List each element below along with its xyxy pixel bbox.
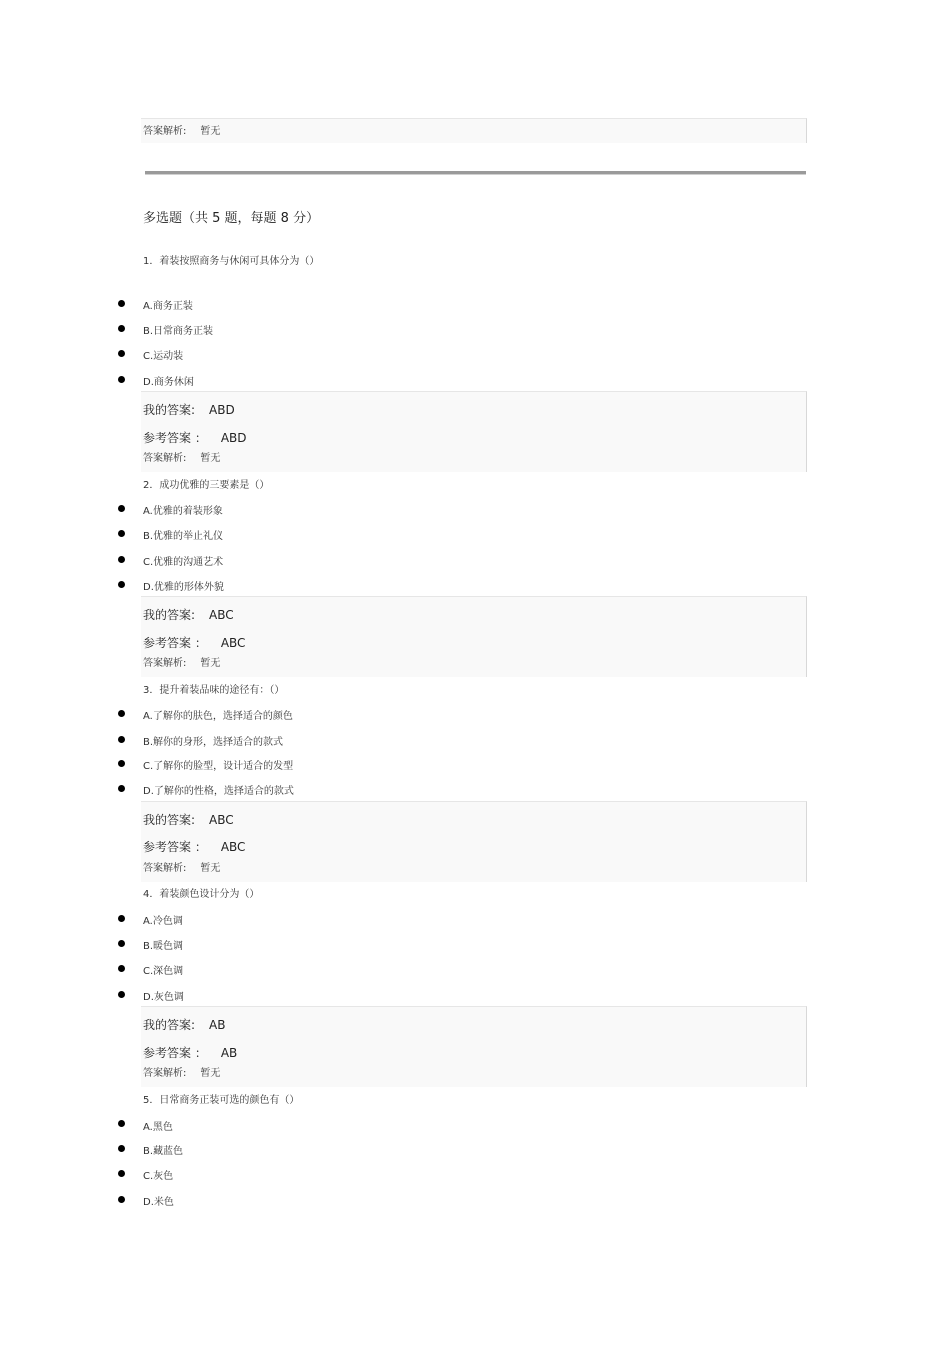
bullet-icon [118,965,125,972]
bullet-icon [118,530,125,537]
question-2-option-a[interactable]: A.优雅的着装形象 [143,506,223,517]
question-3-my-answer-row [143,811,234,828]
bullet-icon [118,325,125,332]
bullet-icon [118,785,125,792]
bullet-icon [118,505,125,512]
question-3-option-d[interactable]: D.了解你的性格，选择适合的款式 [143,786,294,797]
question-5-option-a[interactable]: A.黑色 [143,1122,173,1133]
question-3-option-b[interactable]: B.解你的身形，选择适合的款式 [143,737,284,748]
bullet-icon [118,1145,125,1152]
question-1-option-a[interactable]: A.商务正装 [143,301,193,312]
ref-answer-value: ABC [220,840,246,854]
question-2-title: 2．成功优雅的三要素是（） [143,480,270,491]
ref-answer-label: 参考答案 ： [143,1046,207,1060]
question-3-ref-answer-row [143,838,245,855]
question-2-option-d[interactable]: D.优雅的形体外貌 [143,582,224,593]
my-answer-label: 我的答案: [143,608,196,622]
previous-analysis-box [141,118,807,143]
bullet-icon [118,940,125,947]
question-4-analysis-row [143,1064,220,1079]
my-answer-label: 我的答案: [143,403,196,417]
question-4-option-b[interactable]: B.暖色调 [143,941,184,952]
question-4-option-c[interactable]: C.深色调 [143,966,184,977]
analysis-label: 答案解析: [143,1068,187,1079]
section-divider [145,171,806,175]
question-5-title: 5．日常商务正装可选的颜色有（） [143,1095,300,1106]
ref-answer-value: AB [220,1046,238,1060]
question-4-option-a[interactable]: A.冷色调 [143,916,183,927]
question-2-ref-answer-row [143,634,245,651]
question-1-option-c[interactable]: C.运动装 [143,351,184,362]
question-4-title: 4．着装颜色设计分为（） [143,889,260,900]
ref-answer-value: ABD [220,431,247,445]
bullet-icon [118,350,125,357]
question-5-option-b[interactable]: B.藏蓝色 [143,1146,184,1157]
analysis-label: 答案解析: [143,863,187,874]
bullet-icon [118,1120,125,1127]
my-answer-value: ABC [209,813,234,827]
bullet-icon [118,991,125,998]
question-1-option-b[interactable]: B.日常商务正装 [143,326,214,337]
analysis-value: 暂无 [200,658,221,669]
question-4-ref-answer-row [143,1044,237,1061]
bullet-icon [118,581,125,588]
my-answer-value: AB [209,1018,226,1032]
question-2-my-answer-row [143,606,234,623]
bullet-icon [118,556,125,563]
question-3-analysis-row [143,859,220,874]
question-2-analysis-row [143,654,220,669]
question-4-option-d[interactable]: D.灰色调 [143,992,184,1003]
question-4-my-answer-row [143,1016,226,1033]
question-5-option-c[interactable]: C.灰色 [143,1171,174,1182]
ref-answer-value: ABC [220,636,246,650]
bullet-icon [118,300,125,307]
question-1-option-d[interactable]: D.商务休闲 [143,377,194,388]
question-3-option-a[interactable]: A.了解你的肤色，选择适合的颜色 [143,711,293,722]
bullet-icon [118,710,125,717]
question-2-option-b[interactable]: B.优雅的举止礼仪 [143,531,224,542]
analysis-value: 暂无 [200,126,221,137]
question-1-analysis-row [143,449,220,464]
analysis-value: 暂无 [200,863,221,874]
my-answer-value: ABC [209,608,234,622]
ref-answer-label: 参考答案 ： [143,636,207,650]
section-title: 多选题（共 5 题，每题 8 分） [143,211,320,226]
question-2-option-c[interactable]: C.优雅的沟通艺术 [143,557,224,568]
analysis-label: 答案解析: [143,126,187,137]
bullet-icon [118,915,125,922]
question-1-title: 1．着装按照商务与休闲可具体分为（） [143,256,320,267]
ref-answer-label: 参考答案 ： [143,431,207,445]
question-1-my-answer-row [143,401,235,418]
bullet-icon [118,1196,125,1203]
question-3-option-c[interactable]: C.了解你的脸型，设计适合的发型 [143,761,294,772]
question-1-ref-answer-row [143,429,247,446]
my-answer-label: 我的答案: [143,1018,196,1032]
ref-answer-label: 参考答案 ： [143,840,207,854]
bullet-icon [118,760,125,767]
analysis-label: 答案解析: [143,658,187,669]
my-answer-label: 我的答案: [143,813,196,827]
bullet-icon [118,1170,125,1177]
question-3-title: 3．提升着装品味的途径有：（） [143,685,285,696]
bullet-icon [118,736,125,743]
analysis-value: 暂无 [200,1068,221,1079]
question-4-answer-box [141,1006,807,1087]
my-answer-value: ABD [209,403,235,417]
analysis-label: 答案解析: [143,453,187,464]
question-5-option-d[interactable]: D.米色 [143,1197,174,1208]
analysis-value: 暂无 [200,453,221,464]
previous-analysis-row [143,122,220,137]
bullet-icon [118,376,125,383]
